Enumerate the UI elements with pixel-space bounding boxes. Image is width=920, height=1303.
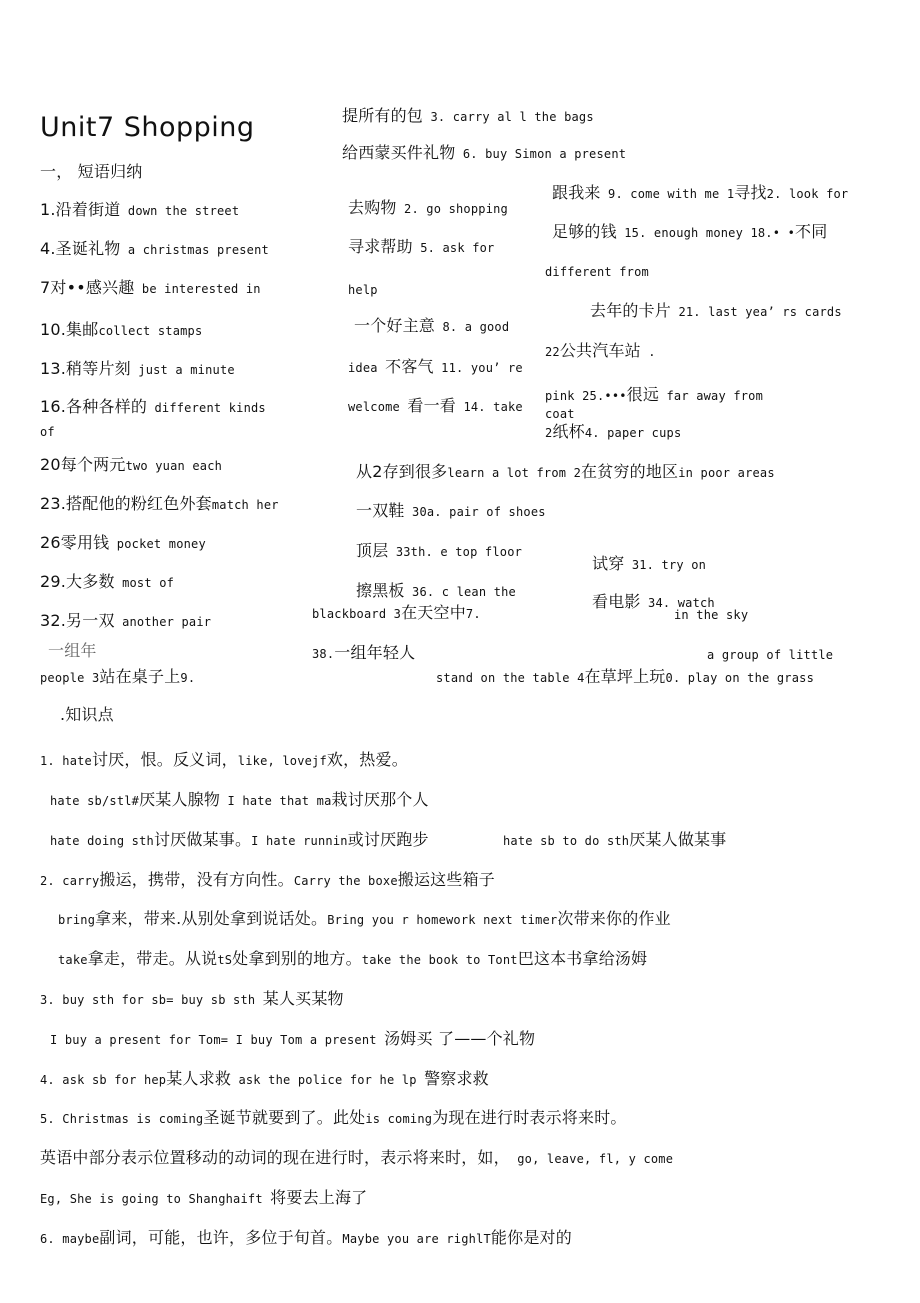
note-line: 5. Christmas is coming圣诞节就要到了。此处is coming为现在进行时表示将来时。 (40, 1108, 627, 1127)
phrase-item: 32.另一双 another pair (40, 611, 212, 630)
phrase-item: 给西蒙买件礼物 6. buy Simon a present (342, 143, 627, 162)
section-heading-phrases: 一， 短语归纳 (40, 162, 143, 181)
phrase-item: 看电影 34. watch (592, 592, 715, 611)
note-line: 3. buy sth for sb= buy sb sth 某人买某物 (40, 989, 344, 1008)
page-title: Unit7 Shopping (40, 112, 255, 143)
phrase-item: pink 25.•••很远 far away from (545, 385, 764, 404)
phrase-item: a group of little (707, 648, 834, 662)
phrase-item: 4.圣诞礼物 a christmas present (40, 239, 269, 258)
note-line: bring拿来，带来.从别处拿到说话处。Bring you r homework next timer次带来你的作业 (58, 909, 671, 928)
phrase-item: 26零用钱 pocket money (40, 533, 206, 552)
phrase-item: 22公共汽车站 . (545, 341, 656, 360)
note-line: hate sb/stl#厌某人腺物 I hate that ma栽讨厌那个人 (50, 790, 429, 809)
phrase-item: of (40, 425, 55, 439)
phrase-item: 试穿 31. try on (592, 554, 707, 573)
phrase-item: 寻求帮助 5. ask for (348, 237, 495, 256)
phrase-item: 擦黑板 36. c lean the (356, 581, 516, 600)
note-line: 6. maybe副词，可能，也许，多位于旬首。Maybe you are righlT能你是对的 (40, 1228, 572, 1247)
phrase-item: 跟我来 9. come with me 1寻找2. look for (552, 183, 849, 202)
phrase-item: 一双鞋 30a. pair of shoes (356, 501, 546, 520)
note-line: 4. ask sb for hep某人求救 ask the police for he lp 警察求救 (40, 1069, 489, 1088)
phrase-item: 16.各种各样的 different kinds (40, 397, 266, 416)
phrase-item: different from (545, 265, 649, 279)
section-heading-knowledge: .知识点 (60, 705, 114, 724)
phrase-item: blackboard 3在天空中7. (312, 603, 481, 622)
note-line: 1. hate讨厌，恨。反义词，like, lovejf欢，热爱。 (40, 750, 408, 769)
phrase-item: 10.集邮collect stamps (40, 320, 203, 339)
note-line: hate sb to do sth厌某人做某事 (503, 830, 727, 849)
phrase-item: 一个好主意 8. a good (354, 316, 510, 335)
phrase-item: idea 不客气 11. you’ re (348, 357, 523, 376)
phrase-item: 38.一组年轻人 (312, 643, 416, 662)
phrase-item: people 3站在桌子上9. (40, 667, 196, 686)
phrase-item: 顶层 33th. e top floor (356, 541, 523, 560)
note-line: take拿走，带走。从说tS处拿到别的地方。take the book to Tont巴这本书拿给汤姆 (58, 949, 648, 968)
phrase-item: 从2存到很多learn a lot from 2在贫穷的地区in poor areas (356, 462, 775, 481)
note-line: 2. carry搬运，携带，没有方向性。Carry the boxe搬运这些箱子 (40, 870, 495, 889)
note-line: I buy a present for Tom= I buy Tom a present 汤姆买 了——个礼物 (50, 1029, 536, 1048)
phrase-item: in the sky (674, 608, 749, 622)
note-line: 英语中部分表示位置移动的动词的现在进行时，表示将来时，如， go, leave, fl, y come (40, 1148, 674, 1167)
phrase-item: 去年的卡片 21. last yea’ rs cards (590, 301, 842, 320)
phrase-item: coat (545, 407, 575, 421)
phrase-item: 去购物 2. go shopping (348, 198, 508, 217)
phrase-item: stand on the table 4在草坪上玩0. play on the grass (436, 667, 815, 686)
phrase-item: 29.大多数 most of (40, 572, 175, 591)
phrase-item: 7对••感兴趣 be interested in (40, 278, 261, 297)
phrase-item: 13.稍等片刻 just a minute (40, 359, 235, 378)
phrase-item: 23.搭配他的粉红色外套match her (40, 494, 279, 513)
clipped-text-fragment: 一组年 (48, 641, 97, 660)
phrase-item: 1.沿着街道 down the street (40, 200, 240, 219)
phrase-item: 足够的钱 15. enough money 18.• •不同 (552, 222, 828, 241)
phrase-item: 2纸杯4. paper cups (545, 422, 682, 441)
phrase-item: 提所有的包 3. carry al l the bags (342, 106, 594, 125)
phrase-item: help (348, 283, 378, 297)
phrase-item: 20每个两元two yuan each (40, 455, 223, 474)
note-line: Eg, She is going to Shanghaift 将要去上海了 (40, 1188, 368, 1207)
note-line: hate doing sth讨厌做某事。I hate runnin或讨厌跑步 (50, 830, 429, 849)
phrase-item: welcome 看一看 14. take (348, 396, 523, 415)
